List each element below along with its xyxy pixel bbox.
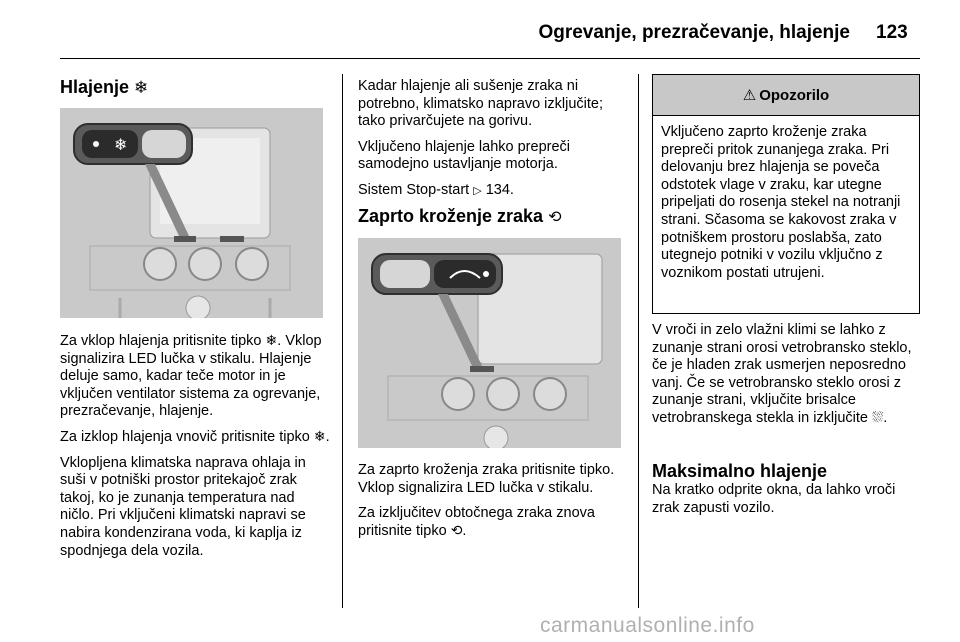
recirc-heading-row — [358, 205, 624, 228]
ac-description: Vklopljena klimatska naprava ohlaja in suši v potniški prostor pritekajoč zrak takoj, ko je zunanja temperatura nad ničlo. Pri vključeni klimatski napravi se nabira kondenzirana voda, ki kaplja iz spodnjega dela vozila. — [60, 454, 306, 559]
fogging-text-cont: . — [883, 409, 888, 426]
reference-arrow-icon: ▷ — [473, 183, 482, 197]
recirc-on-text: Za zaprto kroženja zraka pritisnite tipko. Vklop signalizira LED lučka v stikalu. — [358, 462, 615, 496]
section-heading-max-cooling: Maksimalno hlajenje — [652, 461, 828, 481]
page-number: 123 — [876, 22, 908, 43]
ac-stop-start-text: Vključeno hlajenje lahko prepreči samodejno ustavljanje motorja. — [358, 138, 570, 173]
stop-start-ref-text: Sistem Stop-start — [358, 181, 474, 198]
recirc-text-block — [358, 462, 624, 548]
snowflake-icon: ❄ — [265, 333, 278, 349]
section-heading-ac: Hlajenje — [60, 77, 130, 97]
section-ac-heading-row — [60, 76, 332, 99]
max-cooling-text: Na kratko odprite okna, da lahko vroči zrak zapusti vozilo. — [652, 482, 896, 516]
watermark: carmanualsonline.info — [540, 614, 755, 637]
warning-body: Vključeno zaprto kroženje zraka prepreči pritok zunanjega zraka. Pri delovanju brez hlajenja se poveča odstotek vlage v zraku, kar utegne pripeljati do rosenja stekel na notranji strani. Sčasoma se kakovost zraka v potniškem prostoru poslabša, zato utegnejo potniki v vozilu vključno z voznikom postati utrujeni. — [661, 124, 901, 281]
stop-start-ref-page: 134. — [481, 181, 514, 198]
ac-button-illustration — [60, 108, 323, 318]
warning-header — [653, 75, 919, 116]
warning-title: Opozorilo — [759, 86, 830, 104]
column-divider-2 — [638, 74, 639, 608]
warning-box — [652, 74, 920, 314]
ac-text-block — [60, 333, 332, 568]
warning-triangle-icon: ⚠ — [742, 86, 757, 104]
col2-text-block — [358, 78, 624, 208]
recirculation-button-illustration — [358, 238, 621, 448]
recirculation-button-photo — [358, 238, 621, 448]
fogging-text: V vroči in zelo vlažni klimi se lahko z zunanje strani orosi vetrobransko steklo, če je hladen zrak usmerjen neposredno vanj. Če se vetrobransko steklo orosi z zunanje strani, vključite brisalce vetrobranskega stekla in izključite — [652, 322, 912, 426]
recirculation-car-icon: ⟲ — [548, 207, 562, 226]
ac-off-text-cont: . — [325, 428, 330, 445]
running-header-title: Ogrevanje, prezračevanje, hlajenje — [538, 22, 850, 43]
section-heading-recirculation: Zaprto kroženje zraka — [358, 206, 544, 226]
snowflake-icon: ❄ — [313, 428, 326, 445]
recirc-off-text: Za izključitev obtočnega zraka znova pritisnite tipko — [358, 505, 595, 539]
windscreen-defrost-icon: ⛆ — [872, 409, 884, 426]
snowflake-icon: ❄ — [134, 78, 149, 98]
column-divider-1 — [342, 74, 343, 608]
ac-fuel-saving-text: Kadar hlajenje ali sušenje zraka ni potrebno, klimatsko napravo izključite; tako privarčujete na gorivu. — [358, 78, 604, 130]
ac-on-text: Za vklop hlajenja pritisnite tipko — [60, 333, 266, 349]
recirc-off-text-cont: . — [462, 522, 467, 539]
svg-text:❄: ❄ — [114, 135, 128, 154]
ac-on-text-cont: . Vklop signalizira LED lučka v stikalu. Hlajenje deluje samo, kadar teče motor in je vključen ventilator sistema za ogrevanje, prezračevanje, hlajenje. — [60, 333, 322, 420]
recirculation-car-icon: ⟲ — [450, 522, 463, 539]
ac-off-text: Za izklop hlajenja vnovič pritisnite tipko — [60, 428, 314, 445]
ac-button-photo — [60, 108, 323, 318]
col3-text-block — [652, 322, 920, 436]
header-divider — [60, 58, 920, 59]
max-cooling-heading-row — [652, 460, 920, 482]
